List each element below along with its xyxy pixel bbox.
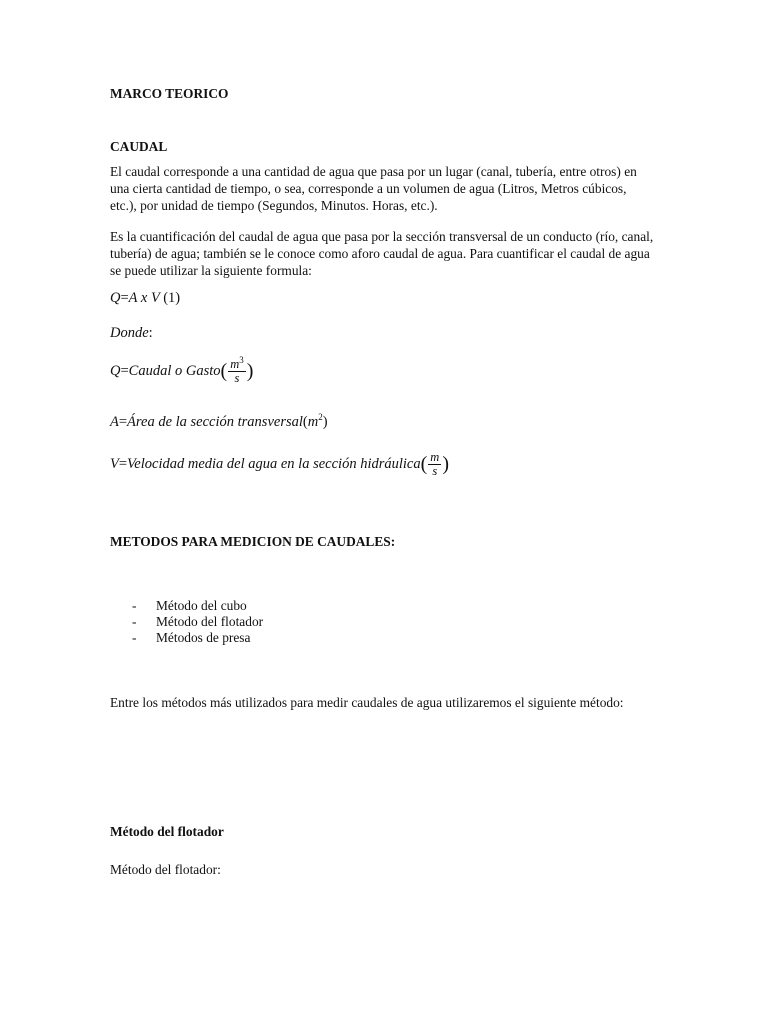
donde-text: Donde — [110, 325, 149, 341]
main-formula: Q=A x V (1) — [110, 290, 181, 306]
list-item-text: Métodos de presa — [156, 630, 251, 645]
v-definition: V=Velocidad media del agua en la sección hidráulica( $\frac{m}{s}$ ) — [110, 450, 449, 478]
donde-label: Donde: — [110, 325, 153, 341]
a-unit: m — [307, 414, 319, 430]
a-definition-desc: Área de la sección transversal — [127, 414, 303, 430]
list-bullet: - — [132, 630, 137, 645]
float-method-heading: Método del flotador — [110, 824, 224, 839]
list-item-text: Método del flotador — [156, 614, 264, 629]
q-unit-fraction — [228, 354, 246, 385]
v-definition-lhs: V — [110, 455, 119, 472]
v-definition-desc: Velocidad media del agua en la sección hidráulica — [127, 455, 421, 472]
q-definition-desc: Caudal o Gasto — [128, 362, 221, 379]
list-bullet: - — [132, 598, 137, 613]
a-definition-lhs: A — [110, 414, 119, 430]
a-unit-exponent: 2 — [318, 412, 323, 423]
document-title: MARCO TEORICO — [110, 86, 229, 101]
v-unit-numerator: m — [430, 450, 440, 464]
q-unit-numerator: m — [230, 357, 240, 371]
a-definition: A=Área de la sección $transversal(m^2)$ — [110, 412, 328, 430]
v-unit-denominator: s — [432, 464, 438, 478]
main-formula-number: 1 — [168, 290, 176, 306]
main-formula-lhs: Q — [110, 290, 121, 306]
list-item-text: Método del cubo — [156, 598, 247, 613]
q-unit-exponent: 3 — [239, 354, 244, 365]
float-method-text: Método del flotador: — [110, 862, 221, 877]
q-definition-lhs: Q — [110, 362, 121, 379]
methods-intro: Entre los métodos más utilizados para medir caudales de agua utilizaremos el siguiente método: — [110, 695, 624, 710]
main-formula-rhs: A x V — [128, 290, 160, 306]
list-bullet: - — [132, 614, 137, 629]
methods-heading: METODOS PARA MEDICION DE CAUDALES: — [110, 534, 396, 549]
v-unit-fraction — [428, 451, 441, 478]
caudal-paragraph-2: Es la cuantificación del caudal de agua que pasa por la sección transversal de un conducto (río, canal, tubería) de agua; también se le conoce como aforo caudal de agua. Para cuantificar el caudal de agua se puede utilizar la siguiente formula: — [110, 229, 654, 278]
q-unit-denominator: s — [234, 371, 240, 385]
caudal-heading: CAUDAL — [110, 139, 168, 154]
caudal-paragraph-1: El caudal corresponde a una cantidad de agua que pasa por un lugar (canal, tubería, entre otros) en una cierta cantidad de tiempo, o sea, corresponde a un volumen de agua (Litros, Metros cúbicos, etc.), por unidad de tiempo (Segundos, Minutos. Horas, etc.). — [110, 164, 637, 213]
q-definition: Q=Caudal o Gasto( $\frac{m^3}{s}$ ) — [110, 354, 254, 385]
